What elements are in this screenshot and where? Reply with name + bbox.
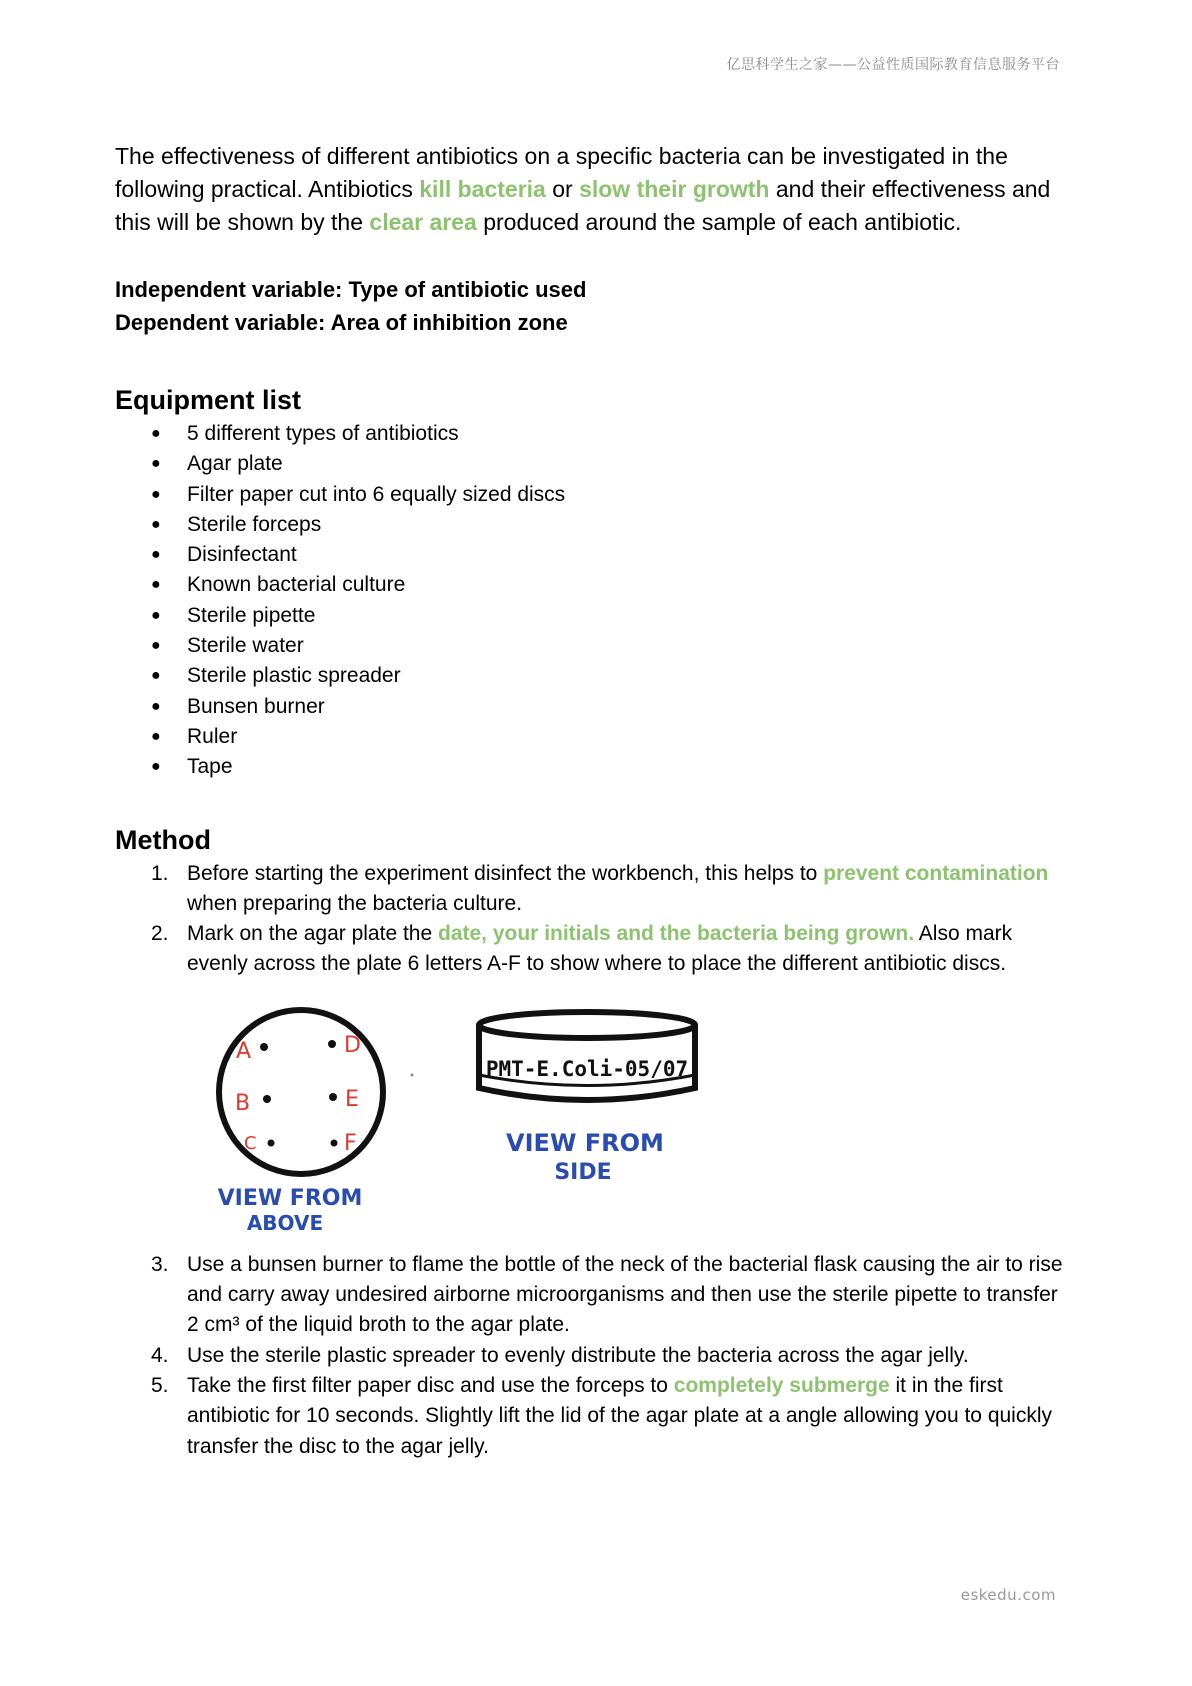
method-step: 4. Use the sterile plastic spreader to evenly distribute the bacteria across the agar jelly. [151, 1343, 969, 1367]
disc-dot [263, 1095, 271, 1103]
bullet-icon: ● [151, 485, 161, 503]
intro-highlight-3: clear area [369, 209, 477, 235]
letter-f: F [344, 1130, 357, 1156]
page-header: 亿思科学生之家——公益性质国际教育信息服务平台 [726, 57, 1060, 73]
equipment-list [115, 419, 1075, 783]
list-item: ● Disinfectant [115, 540, 1075, 570]
method-list-continued [115, 1250, 1075, 1462]
list-item: ● Ruler [115, 722, 1075, 752]
letter-d: D [344, 1032, 361, 1058]
method-step: 5. Take the first filter paper disc and use the forceps to completely submerge it in the first antibiotic for 10 seconds. Slightly lift the lid of the agar plate at a angle allowing you to quickly transfer the disc to the agar jelly. [151, 1373, 1053, 1458]
bullet-icon: ● [151, 697, 161, 715]
intro-text-2: or [545, 176, 580, 202]
bullet-icon: ● [151, 758, 161, 776]
equipment-heading: Equipment list [115, 385, 302, 415]
list-item: ● Known bacterial culture [115, 570, 1075, 600]
list-item: ● Sterile pipette [115, 601, 1075, 631]
bullet-icon: ● [151, 455, 161, 473]
caption-above-1: VIEW FROM [217, 1185, 363, 1211]
plate-label-text: PMT-E.Coli-05/07 [485, 1056, 689, 1081]
bullet-icon: ● [151, 727, 161, 745]
variables-block [115, 273, 1075, 339]
page-footer: eskedu.com [960, 1586, 1056, 1604]
plate-side-rim [479, 1012, 695, 1038]
letter-a: A [236, 1038, 252, 1064]
disc-dot [331, 1139, 338, 1146]
caption-side-2: SIDE [554, 1159, 612, 1185]
intro-highlight-2: slow their growth [579, 176, 770, 202]
list-item: ● Sterile water [115, 631, 1075, 661]
bullet-icon: ● [151, 546, 161, 564]
caption-above-2: ABOVE [246, 1210, 324, 1235]
independent-variable: Independent variable: Type of antibiotic used [115, 277, 587, 302]
letter-e: E [345, 1086, 359, 1112]
stray-dot [411, 1073, 414, 1076]
intro-text-4: produced around the sample of each antibiotic. [476, 209, 962, 235]
list-item: ● Sterile plastic spreader [115, 661, 1075, 691]
disc-dot [260, 1043, 268, 1051]
bullet-icon: ● [151, 637, 161, 655]
intro-paragraph [115, 140, 1075, 239]
method-step: 1. Before starting the experiment disinfect the workbench, this helps to prevent contamination when preparing the bacteria culture. [151, 861, 1049, 915]
disc-dot [268, 1139, 275, 1146]
disc-dot [328, 1040, 336, 1048]
bullet-icon: ● [151, 606, 161, 624]
method-step: 2. Mark on the agar plate the date, your initials and the bacteria being grown. Also mark evenly across the plate 6 letters A-F to show where to place the different antibiotic discs. [151, 922, 1013, 976]
bullet-icon: ● [151, 667, 161, 685]
agar-plate-drawing [115, 980, 755, 1248]
list-item: ● Tape [115, 752, 1075, 782]
dependent-variable: Dependent variable: Area of inhibition zone [115, 310, 568, 335]
list-item: ● Sterile forceps [115, 510, 1075, 540]
list-item: ● 5 different types of antibiotics [115, 419, 1075, 449]
bullet-icon: ● [151, 515, 161, 533]
agar-plate-figure [115, 980, 1075, 1248]
bullet-icon: ● [151, 425, 161, 442]
method-step: 3. Use a bunsen burner to flame the bottle of the neck of the bacterial flask causing the air to rise and carry away undesired airborne microorganisms and then use the sterile pipette to transfer 2 cm³ of the liquid broth to the agar plate. [151, 1252, 1063, 1337]
list-item: ● Bunsen burner [115, 692, 1075, 722]
intro-text-3: and their effectiveness and this will be shown by the [115, 176, 1051, 235]
letter-b: B [235, 1090, 251, 1116]
list-item: ● Filter paper cut into 6 equally sized discs [115, 480, 1075, 510]
intro-text-1: The effectiveness of different antibiotics on a specific bacteria can be investigated in the following practical. Antibiotics [115, 143, 1008, 202]
intro-highlight-1: kill bacteria [419, 176, 546, 202]
bullet-icon: ● [151, 576, 161, 594]
method-list [115, 859, 1075, 980]
list-item: ● Agar plate [115, 449, 1075, 479]
method-heading: Method [115, 824, 211, 855]
disc-dot [329, 1093, 337, 1101]
document-body [115, 140, 1075, 1462]
caption-side-1: VIEW FROM [506, 1128, 664, 1157]
letter-c: C [244, 1132, 257, 1154]
